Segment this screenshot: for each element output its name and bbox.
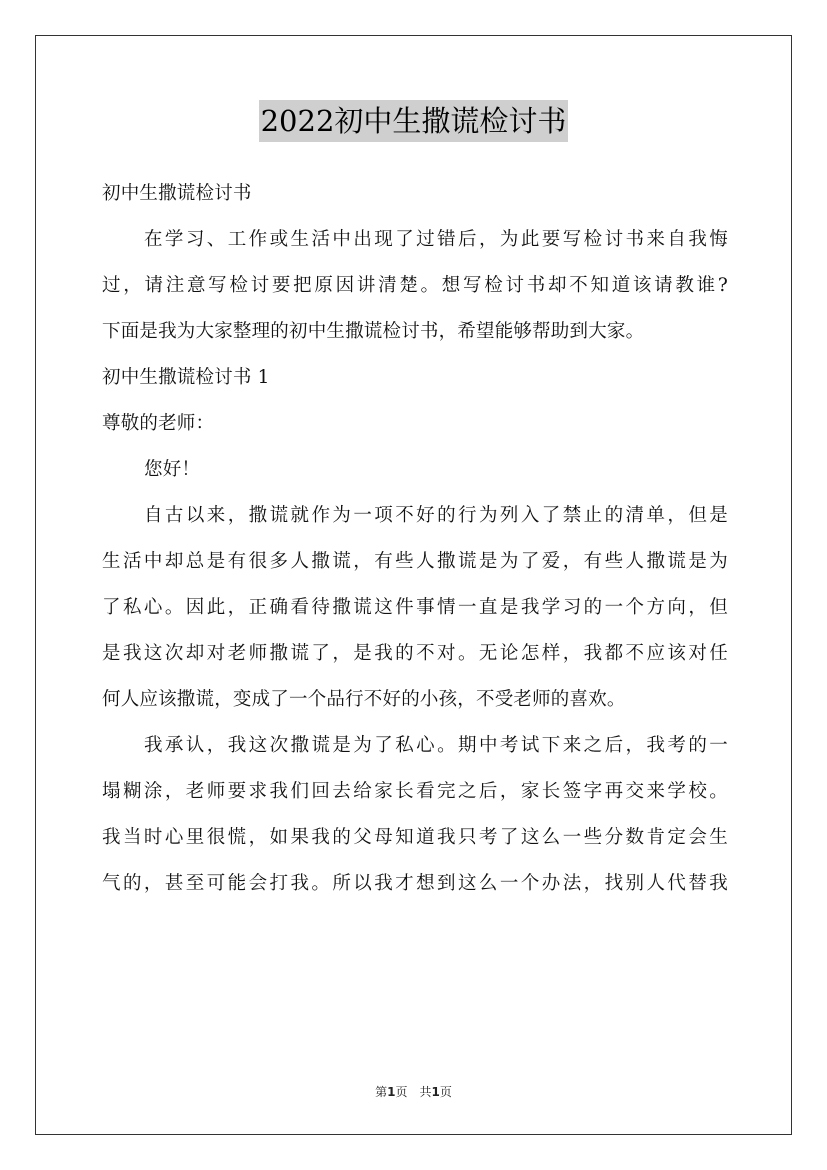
text-line: 过，请注意写检讨要把原因讲清楚。想写检讨书却不知道该请教谁? (102, 275, 728, 296)
page-footer (0, 1083, 827, 1100)
text-line: 自古以来，撒谎就作为一项不好的行为列入了禁止的清单，但是 (144, 505, 728, 526)
text-line: 我当时心里很慌，如果我的父母知道我只考了这么一些分数肯定会生 (102, 827, 728, 848)
text-line: 在学习、工作或生活中出现了过错后，为此要写检讨书来自我悔 (144, 229, 728, 250)
text-line: 何人应该撒谎，变成了一个品行不好的小孩，不受老师的喜欢。 (102, 689, 626, 710)
text-line: 下面是我为大家整理的初中生撒谎检讨书，希望能够帮助到大家。 (102, 321, 645, 342)
text-line: 尊敬的老师： (102, 413, 215, 434)
text-line: 我承认，我这次撒谎是为了私心。期中考试下来之后，我考的一 (144, 735, 728, 756)
text-line: 生活中却总是有很多人撒谎，有些人撒谎是为了爱，有些人撒谎是为 (102, 551, 728, 572)
text-line: 初中生撒谎检讨书 (102, 183, 252, 204)
page-mid: 页 共 (395, 1085, 432, 1099)
text-line: 初中生撒谎检讨书 1 (102, 367, 270, 388)
text-line: 您好！ (144, 459, 201, 480)
text-line: 塌糊涂，老师要求我们回去给家长看完之后，家长签字再交来学校。 (102, 781, 728, 802)
text-line: 了私心。因此，正确看待撒谎这件事情一直是我学习的一个方向，但 (102, 597, 728, 618)
text-line: 气的，甚至可能会打我。所以我才想到这么一个办法，找别人代替我 (102, 873, 728, 894)
page-current-number: 1 (387, 1085, 396, 1099)
page-prefix: 第 (375, 1085, 388, 1099)
page-suffix: 页 (439, 1085, 452, 1099)
text-line: 是我这次却对老师撒谎了，是我的不对。无论怎样，我都不应该对任 (102, 643, 728, 664)
document-title: 2022初中生撒谎检讨书 (259, 100, 569, 142)
title-container (0, 100, 827, 142)
document-body (102, 174, 728, 904)
page-total-number: 1 (431, 1085, 440, 1099)
